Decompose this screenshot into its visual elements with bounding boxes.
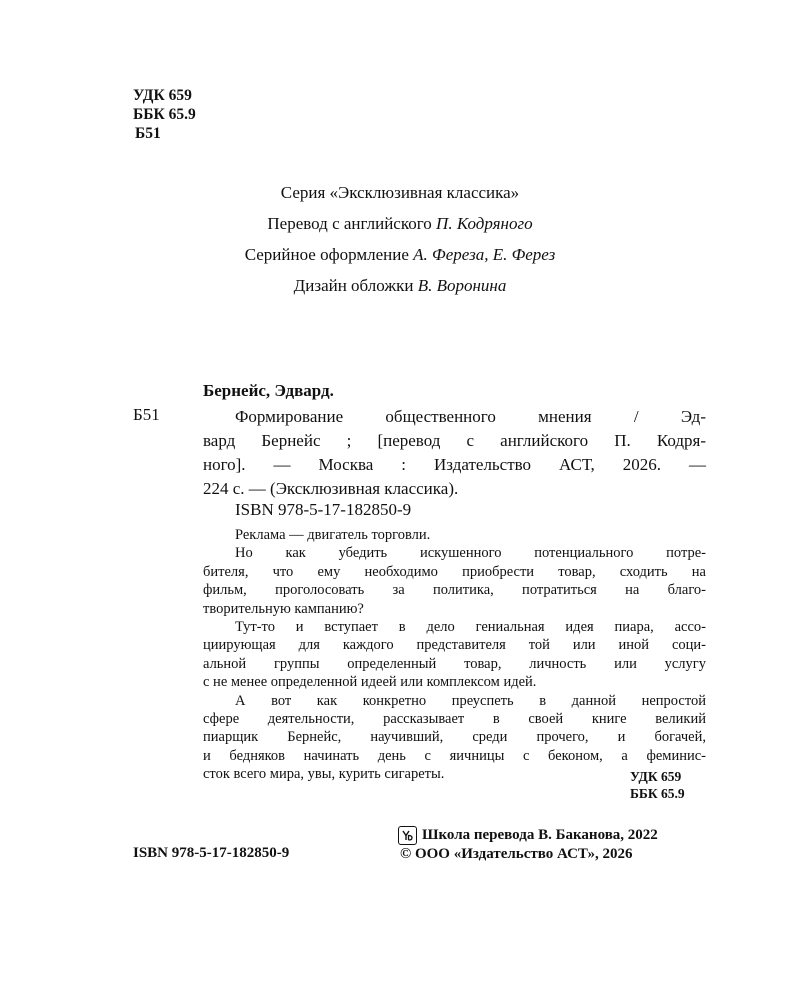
annotation-line: и бедняков начинать день с яичницы с беконом, а феминис- bbox=[203, 747, 706, 764]
cover-line bbox=[0, 270, 800, 301]
translator-name: П. Кодряного bbox=[436, 214, 533, 233]
copyright-school-row bbox=[398, 826, 658, 845]
annotation-line: бителя, что ему необходимо приобрести товар, сходить на bbox=[203, 563, 706, 580]
copyright-school: Школа перевода В. Баканова, 2022 bbox=[422, 827, 658, 843]
biblio-line: вард Бернейс ; [перевод с английского П. Кодря- bbox=[203, 431, 706, 450]
annotation bbox=[203, 526, 706, 784]
credits-block bbox=[0, 177, 800, 301]
designer-names: А. Фереза, Е. Ферез bbox=[413, 245, 556, 264]
cover-designer-name: В. Воронина bbox=[417, 276, 507, 295]
annotation-line: Реклама — двигатель торговли. bbox=[235, 527, 431, 543]
udk-code: УДК 659 bbox=[133, 87, 192, 104]
design-line bbox=[0, 239, 800, 270]
cover-label: Дизайн обложки bbox=[293, 276, 414, 295]
annotation-line: сфере деятельности, рассказывает в своей книге великий bbox=[203, 711, 706, 728]
translation-school-logo-icon bbox=[398, 826, 417, 845]
biblio-line: 224 с. — (Эксклюзивная классика). bbox=[203, 479, 459, 498]
translation-label: Перевод с английского bbox=[267, 214, 432, 233]
annotation-line: фильм, проголосовать за политика, потратиться на благо- bbox=[203, 582, 706, 599]
translation-line bbox=[0, 208, 800, 239]
copyright-publisher-row bbox=[398, 845, 658, 864]
catalog-isbn: ISBN 978-5-17-182850-9 bbox=[235, 500, 412, 519]
annotation-line: сток всего мира, увы, курить сигареты. bbox=[203, 766, 445, 783]
biblio-line: ного]. — Москва : Издательство АСТ, 2026. — bbox=[203, 455, 706, 474]
annotation-line: альной группы определенный товар, личность или услугу bbox=[203, 655, 706, 672]
annotation-line: с не менее определенной идеей или комплексом идей. bbox=[203, 674, 537, 691]
bbk-code-bottom: ББК 65.9 bbox=[630, 786, 685, 801]
copyright-publisher: © ООО «Издательство АСТ», 2026 bbox=[400, 846, 633, 862]
classification-codes-top bbox=[133, 86, 196, 143]
classification-codes-bottom bbox=[630, 768, 685, 802]
series-line: Серия «Эксклюзивная классика» bbox=[280, 183, 520, 202]
bibliographic-description bbox=[203, 405, 706, 501]
annotation-line: творительную кампанию? bbox=[203, 600, 364, 617]
annotation-line: Но как убедить искушенного потенциального потре- bbox=[235, 545, 706, 562]
annotation-line: Тут-то и вступает в дело гениальная идея пиара, ассо- bbox=[235, 619, 706, 636]
annotation-line: циирующая для каждого представителя той или иной соци- bbox=[203, 637, 706, 654]
copyright-block bbox=[398, 826, 658, 864]
catalog-author: Бернейс, Эдвард. bbox=[203, 381, 334, 400]
annotation-line: А вот как конкретно преуспеть в данной непростой bbox=[235, 692, 706, 709]
catalog-mark: Б51 bbox=[133, 405, 160, 424]
annotation-line: пиарщик Бернейс, научивший, среди прочего, и богачей, bbox=[203, 729, 706, 746]
author-mark: Б51 bbox=[135, 125, 161, 142]
design-label: Серийное оформление bbox=[244, 245, 409, 264]
bbk-code: ББК 65.9 bbox=[133, 106, 196, 123]
biblio-line: Формирование общественного мнения / Эд- bbox=[235, 407, 706, 426]
footer-isbn: ISBN 978-5-17-182850-9 bbox=[133, 845, 290, 861]
udk-code-bottom: УДК 659 bbox=[630, 769, 682, 784]
